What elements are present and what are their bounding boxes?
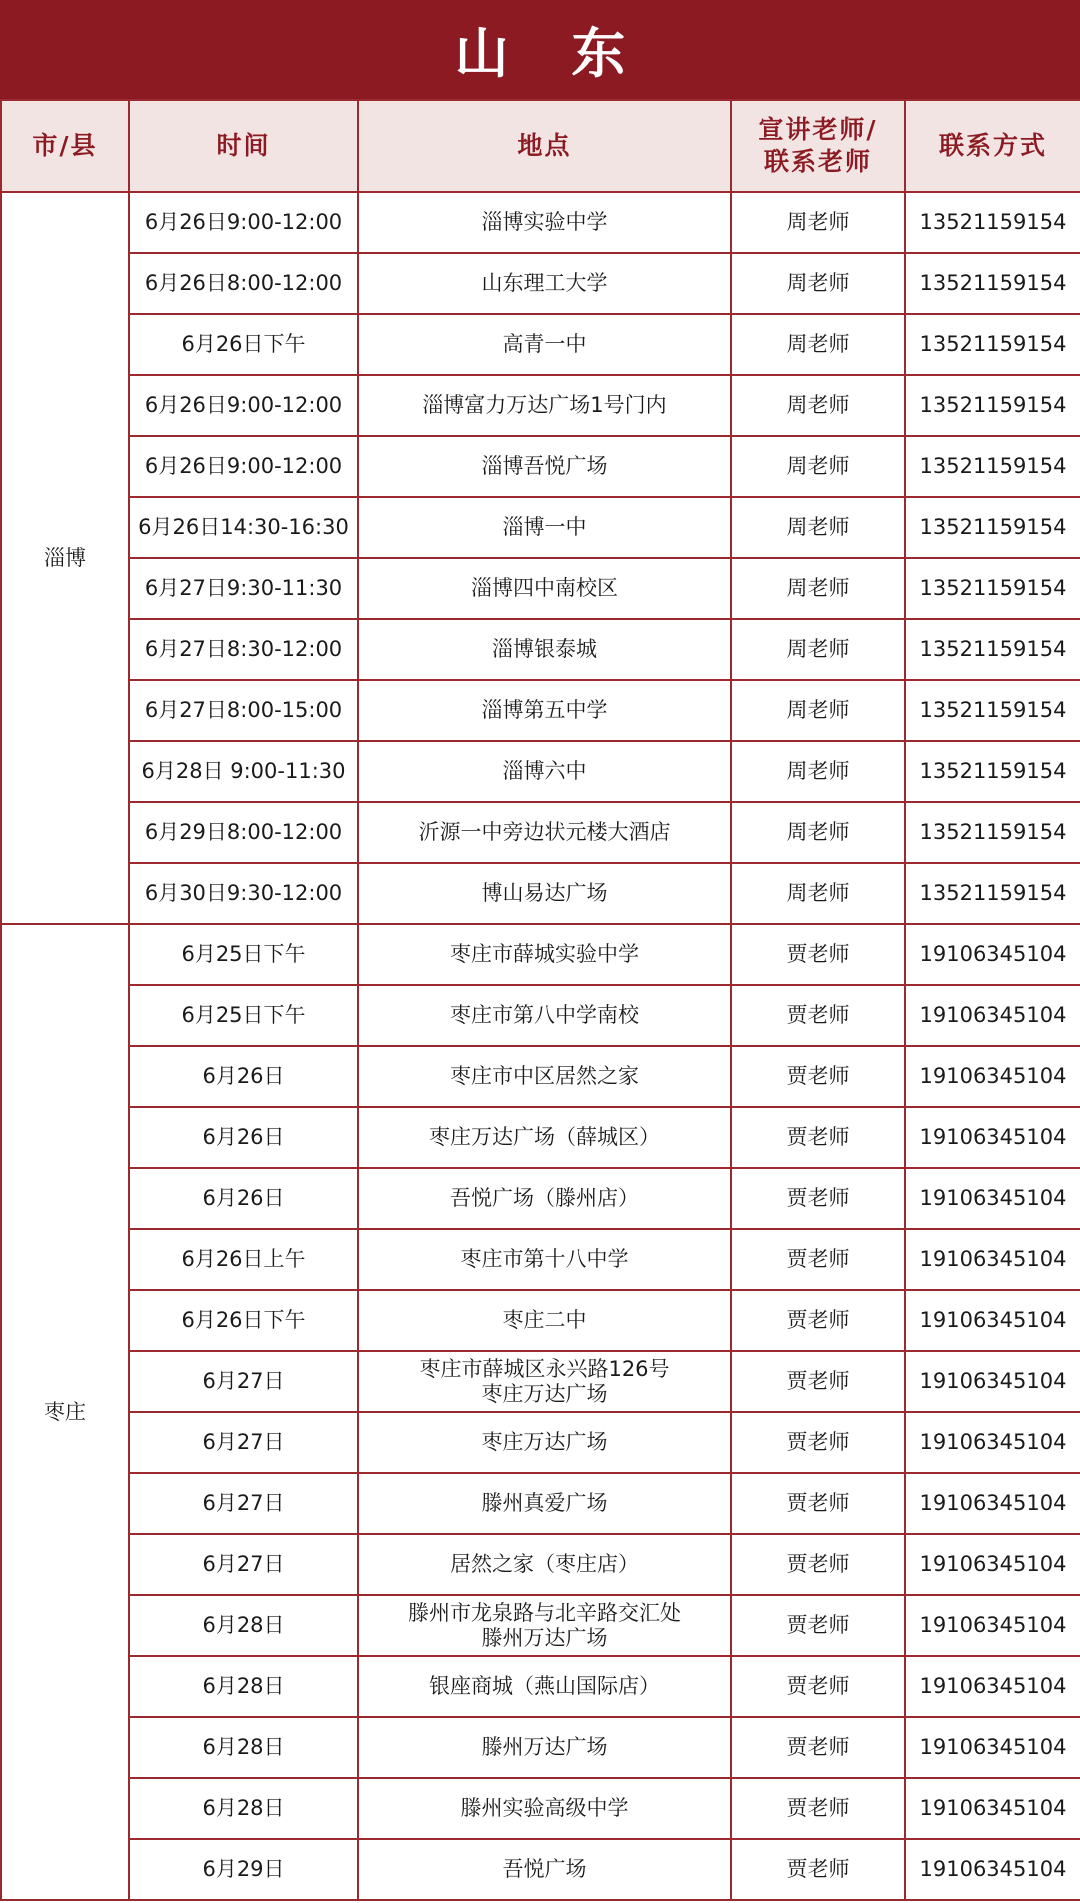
teacher-cell: 周老师 (731, 497, 905, 558)
place-cell (358, 1229, 731, 1290)
table-row (1, 802, 1080, 863)
table-row (1, 863, 1080, 924)
place-line: 淄博四中南校区 (471, 576, 618, 600)
time-cell: 6月28日 (129, 1656, 358, 1717)
teacher-cell: 周老师 (731, 253, 905, 314)
table-body (1, 192, 1080, 1900)
place-cell (358, 314, 731, 375)
place-line: 淄博六中 (502, 759, 587, 783)
place-cell (358, 1168, 731, 1229)
place-cell (358, 985, 731, 1046)
teacher-cell: 贾老师 (731, 1168, 905, 1229)
table-row (1, 253, 1080, 314)
time-cell: 6月28日 (129, 1717, 358, 1778)
table-row (1, 1595, 1080, 1656)
time-cell: 6月28日 (129, 1778, 358, 1839)
teacher-cell: 贾老师 (731, 1656, 905, 1717)
time-cell: 6月25日下午 (129, 985, 358, 1046)
phone-cell: 19106345104 (905, 1229, 1080, 1290)
place-cell (358, 1290, 731, 1351)
table-row (1, 1534, 1080, 1595)
place-line: 银座商城（燕山国际店） (429, 1674, 660, 1698)
header-city: 市/县 (1, 100, 129, 192)
teacher-cell: 贾老师 (731, 1778, 905, 1839)
phone-cell: 19106345104 (905, 924, 1080, 985)
place-line: 枣庄市薛城实验中学 (450, 942, 639, 966)
place-line: 枣庄市第十八中学 (460, 1247, 629, 1271)
time-cell: 6月29日 (129, 1839, 358, 1900)
time-cell: 6月26日9:00-12:00 (129, 375, 358, 436)
header-phone: 联系方式 (905, 100, 1080, 192)
table-row (1, 741, 1080, 802)
table-row (1, 375, 1080, 436)
table-row (1, 985, 1080, 1046)
place-line: 淄博富力万达广场1号门内 (422, 393, 667, 417)
place-cell (358, 497, 731, 558)
teacher-cell: 周老师 (731, 558, 905, 619)
place-cell (358, 1839, 731, 1900)
table-row (1, 1656, 1080, 1717)
time-cell: 6月26日上午 (129, 1229, 358, 1290)
place-cell (358, 802, 731, 863)
table-row (1, 497, 1080, 558)
place-line: 滕州真爱广场 (481, 1491, 608, 1515)
table-row (1, 680, 1080, 741)
title-banner (0, 0, 1080, 99)
place-line: 枣庄万达广场 (481, 1381, 608, 1406)
teacher-cell: 贾老师 (731, 985, 905, 1046)
place-cell (358, 192, 731, 253)
time-cell: 6月26日8:00-12:00 (129, 253, 358, 314)
phone-cell: 13521159154 (905, 619, 1080, 680)
table-header (1, 100, 1080, 192)
teacher-cell: 贾老师 (731, 1107, 905, 1168)
teacher-cell: 周老师 (731, 741, 905, 802)
header-teacher (731, 100, 905, 192)
place-line: 吾悦广场（滕州店） (450, 1186, 639, 1210)
place-cell (358, 1595, 731, 1656)
teacher-cell: 贾老师 (731, 1046, 905, 1107)
place-line: 枣庄万达广场（薛城区） (429, 1125, 660, 1149)
place-cell (358, 1046, 731, 1107)
place-line: 枣庄市中区居然之家 (450, 1064, 639, 1088)
teacher-cell: 贾老师 (731, 1351, 905, 1412)
time-cell: 6月26日 (129, 1107, 358, 1168)
place-cell (358, 619, 731, 680)
place-line: 高青一中 (502, 332, 587, 356)
table-row (1, 1839, 1080, 1900)
teacher-cell: 周老师 (731, 436, 905, 497)
teacher-cell: 贾老师 (731, 1534, 905, 1595)
place-cell (358, 924, 731, 985)
phone-cell: 13521159154 (905, 314, 1080, 375)
city-cell: 淄博 (1, 192, 129, 924)
header-teacher-line2: 联系老师 (763, 147, 872, 176)
teacher-cell: 周老师 (731, 314, 905, 375)
place-line: 滕州实验高级中学 (460, 1796, 629, 1820)
time-cell: 6月28日 9:00-11:30 (129, 741, 358, 802)
place-cell (358, 375, 731, 436)
header-teacher-line1: 宣讲老师/ (758, 115, 878, 144)
phone-cell: 19106345104 (905, 1717, 1080, 1778)
phone-cell: 19106345104 (905, 1290, 1080, 1351)
teacher-cell: 周老师 (731, 802, 905, 863)
place-line: 山东理工大学 (481, 271, 608, 295)
teacher-cell: 贾老师 (731, 1229, 905, 1290)
place-cell (358, 436, 731, 497)
phone-cell: 19106345104 (905, 1595, 1080, 1656)
place-cell (358, 1717, 731, 1778)
time-cell: 6月29日8:00-12:00 (129, 802, 358, 863)
table-row (1, 1717, 1080, 1778)
phone-cell: 13521159154 (905, 375, 1080, 436)
table-row (1, 1778, 1080, 1839)
teacher-cell: 周老师 (731, 680, 905, 741)
phone-cell: 19106345104 (905, 1351, 1080, 1412)
table-row (1, 1290, 1080, 1351)
teacher-cell: 贾老师 (731, 924, 905, 985)
place-line: 博山易达广场 (481, 881, 608, 905)
place-line: 淄博吾悦广场 (481, 454, 608, 478)
phone-cell: 19106345104 (905, 1168, 1080, 1229)
teacher-cell: 贾老师 (731, 1839, 905, 1900)
table-row (1, 1412, 1080, 1473)
phone-cell: 13521159154 (905, 497, 1080, 558)
place-line: 枣庄市第八中学南校 (450, 1003, 639, 1027)
time-cell: 6月27日8:30-12:00 (129, 619, 358, 680)
phone-cell: 13521159154 (905, 558, 1080, 619)
place-line: 淄博第五中学 (481, 698, 608, 722)
teacher-cell: 周老师 (731, 192, 905, 253)
phone-cell: 13521159154 (905, 802, 1080, 863)
table-row (1, 924, 1080, 985)
place-cell (358, 680, 731, 741)
phone-cell: 19106345104 (905, 985, 1080, 1046)
phone-cell: 13521159154 (905, 192, 1080, 253)
table-row (1, 192, 1080, 253)
teacher-cell: 贾老师 (731, 1473, 905, 1534)
time-cell: 6月30日9:30-12:00 (129, 863, 358, 924)
phone-cell: 13521159154 (905, 253, 1080, 314)
phone-cell: 13521159154 (905, 863, 1080, 924)
place-line: 枣庄二中 (502, 1308, 587, 1332)
place-line: 淄博银泰城 (492, 637, 597, 661)
phone-cell: 19106345104 (905, 1412, 1080, 1473)
place-line: 吾悦广场 (502, 1857, 587, 1881)
table-row (1, 1107, 1080, 1168)
place-cell (358, 1656, 731, 1717)
place-cell (358, 1412, 731, 1473)
time-cell: 6月26日 (129, 1046, 358, 1107)
teacher-cell: 周老师 (731, 619, 905, 680)
time-cell: 6月27日 (129, 1473, 358, 1534)
teacher-cell: 贾老师 (731, 1290, 905, 1351)
place-line: 枣庄市薛城区永兴路126号 (419, 1356, 670, 1381)
place-line: 滕州市龙泉路与北辛路交汇处 (408, 1600, 681, 1625)
place-line: 居然之家（枣庄店） (450, 1552, 639, 1576)
place-line: 滕州万达广场 (481, 1735, 608, 1759)
phone-cell: 19106345104 (905, 1656, 1080, 1717)
place-cell (358, 1534, 731, 1595)
header-time: 时间 (129, 100, 358, 192)
place-cell (358, 253, 731, 314)
teacher-cell: 贾老师 (731, 1595, 905, 1656)
table-row (1, 436, 1080, 497)
table-row (1, 558, 1080, 619)
table-row (1, 314, 1080, 375)
time-cell: 6月26日14:30-16:30 (129, 497, 358, 558)
place-cell (358, 558, 731, 619)
table-row (1, 1046, 1080, 1107)
time-cell: 6月25日下午 (129, 924, 358, 985)
teacher-cell: 周老师 (731, 375, 905, 436)
phone-cell: 19106345104 (905, 1046, 1080, 1107)
phone-cell: 13521159154 (905, 741, 1080, 802)
city-cell: 枣庄 (1, 924, 129, 1900)
place-line: 沂源一中旁边状元楼大酒店 (418, 820, 671, 844)
teacher-cell: 贾老师 (731, 1717, 905, 1778)
place-cell (358, 1473, 731, 1534)
phone-cell: 19106345104 (905, 1778, 1080, 1839)
place-cell (358, 1351, 731, 1412)
table-row (1, 619, 1080, 680)
time-cell: 6月26日 (129, 1168, 358, 1229)
time-cell: 6月27日 (129, 1351, 358, 1412)
place-line: 滕州万达广场 (481, 1625, 608, 1650)
time-cell: 6月27日 (129, 1412, 358, 1473)
place-line: 淄博一中 (502, 515, 587, 539)
place-cell (358, 1107, 731, 1168)
place-line: 枣庄万达广场 (481, 1430, 608, 1454)
header-place: 地点 (358, 100, 731, 192)
place-cell (358, 863, 731, 924)
phone-cell: 19106345104 (905, 1839, 1080, 1900)
schedule-table (0, 99, 1080, 1901)
time-cell: 6月26日下午 (129, 1290, 358, 1351)
time-cell: 6月26日9:00-12:00 (129, 436, 358, 497)
phone-cell: 19106345104 (905, 1107, 1080, 1168)
phone-cell: 13521159154 (905, 680, 1080, 741)
time-cell: 6月26日9:00-12:00 (129, 192, 358, 253)
place-cell (358, 1778, 731, 1839)
table-row (1, 1168, 1080, 1229)
phone-cell: 19106345104 (905, 1473, 1080, 1534)
table-row (1, 1351, 1080, 1412)
table-row (1, 1229, 1080, 1290)
place-line: 淄博实验中学 (481, 210, 608, 234)
teacher-cell: 贾老师 (731, 1412, 905, 1473)
time-cell: 6月27日9:30-11:30 (129, 558, 358, 619)
time-cell: 6月27日8:00-15:00 (129, 680, 358, 741)
phone-cell: 13521159154 (905, 436, 1080, 497)
page-title: 山 东 (454, 21, 648, 85)
place-cell (358, 741, 731, 802)
phone-cell: 19106345104 (905, 1534, 1080, 1595)
time-cell: 6月26日下午 (129, 314, 358, 375)
time-cell: 6月27日 (129, 1534, 358, 1595)
table-row (1, 1473, 1080, 1534)
teacher-cell: 周老师 (731, 863, 905, 924)
time-cell: 6月28日 (129, 1595, 358, 1656)
